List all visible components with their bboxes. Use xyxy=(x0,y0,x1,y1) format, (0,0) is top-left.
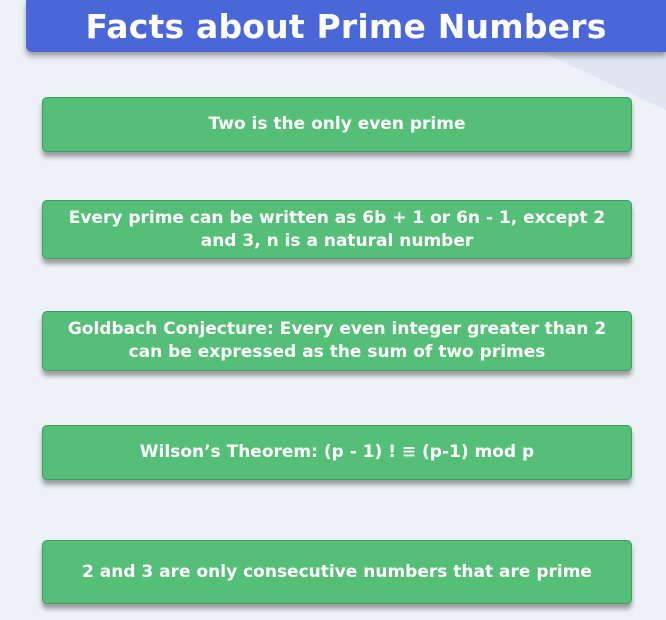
fact-card-even-prime xyxy=(42,97,632,152)
fact-card-wilson xyxy=(42,425,632,480)
fact-card-consecutive xyxy=(42,540,632,604)
fact-card-goldbach xyxy=(42,311,632,371)
fact-text: Every prime can be written as 6b + 1 or 6n - 1, except 2 and 3, n is a natural number xyxy=(68,207,606,251)
fact-card-6n-form xyxy=(42,200,632,259)
fact-text: Two is the only even prime xyxy=(208,114,466,135)
title-banner xyxy=(26,0,666,52)
fact-text: Goldbach Conjecture: Every even integer greater than 2 can be expressed as the sum of two primes xyxy=(67,319,607,362)
fact-text: Wilson’s Theorem: (p - 1) ! ≡ (p-1) mod p xyxy=(139,442,535,463)
page-title: Facts about Prime Numbers xyxy=(85,6,607,46)
fact-text: 2 and 3 are only consecutive numbers that are prime xyxy=(82,561,592,582)
